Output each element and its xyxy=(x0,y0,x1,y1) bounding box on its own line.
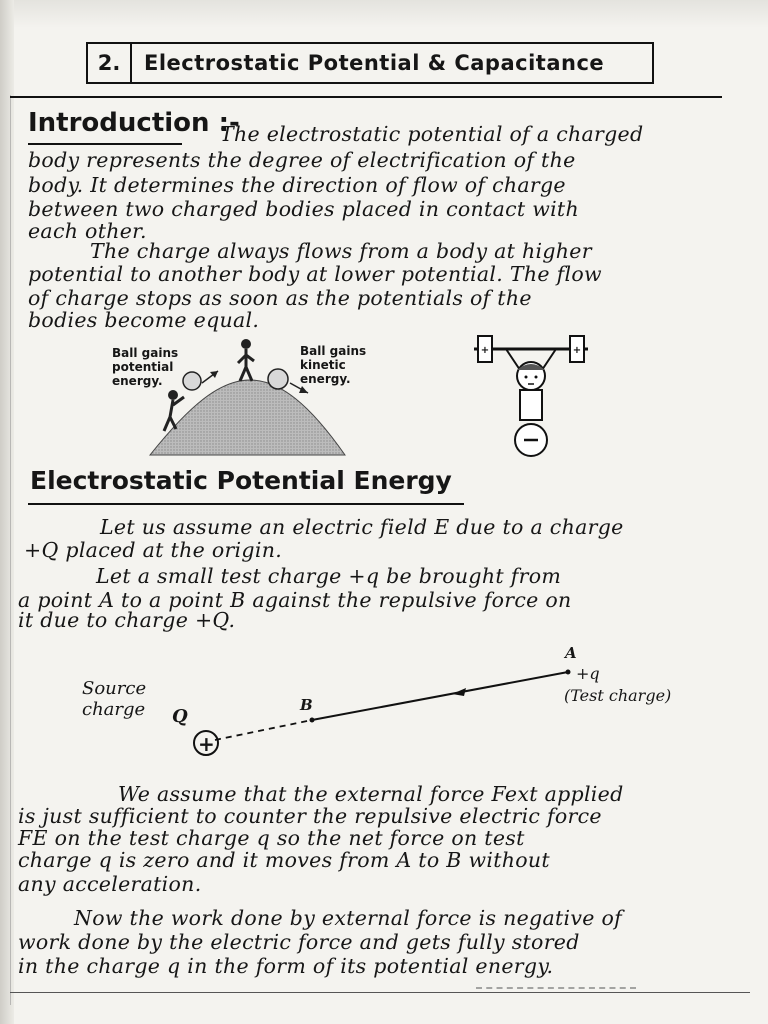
para2-line: FE on the test charge q so the net force on test xyxy=(18,826,525,850)
intro-line: between two charged bodies placed in contact with xyxy=(28,197,579,221)
hill-right-label: Ball gains kinetic energy. xyxy=(300,344,367,386)
intro-line: potential to another body at lower potential. The flow xyxy=(28,262,602,286)
potential-energy-underline xyxy=(28,503,464,505)
para1-line: it due to charge +Q. xyxy=(18,608,236,632)
title-rule xyxy=(10,96,722,98)
A-label: A xyxy=(565,644,577,662)
para1-line: Let us assume an electric field E due to a charge xyxy=(100,515,624,539)
para2-line: any acceleration. xyxy=(18,872,202,896)
charge-path-diagram xyxy=(180,660,580,770)
B-label: B xyxy=(300,696,313,714)
para3-line: in the charge q in the form of its potential energy. xyxy=(18,954,554,978)
source-charge-label: Source charge xyxy=(82,678,147,720)
intro-line: The charge always flows from a body at higher xyxy=(90,239,592,263)
para3-line: Now the work done by external force is negative of xyxy=(74,906,623,930)
intro-line: body. It determines the direction of flow of charge xyxy=(28,173,566,197)
q-label: +q xyxy=(576,664,600,683)
para1-line: a point A to a point B against the repulsive force on xyxy=(18,588,572,612)
margin-line xyxy=(10,95,11,1005)
svg-text:+: + xyxy=(480,345,490,356)
plus-sign: + xyxy=(198,732,215,756)
chapter-number: 2. xyxy=(88,44,132,82)
para3-line: work done by the electric force and gets fully stored xyxy=(18,930,580,954)
chapter-title: Electrostatic Potential & Capacitance xyxy=(144,51,605,75)
weightlifter-illustration xyxy=(466,330,596,460)
hill-illustration xyxy=(140,335,360,460)
svg-text:+: + xyxy=(572,345,582,356)
chapter-title-box xyxy=(86,42,654,84)
para1-line: Let a small test charge +q be brought from xyxy=(96,564,562,588)
para2-line: charge q is zero and it moves from A to B without xyxy=(18,848,550,872)
page-top-shadow xyxy=(0,0,768,28)
para2-line: We assume that the external force Fext applied xyxy=(118,782,624,806)
intro-line: bodies become equal. xyxy=(28,308,260,332)
page-left-shadow xyxy=(0,0,14,1024)
intro-line: body represents the degree of electrification of the xyxy=(28,148,576,172)
Q-label: Q xyxy=(172,706,188,727)
para2-line: is just sufficient to counter the repulsive electric force xyxy=(18,804,602,828)
potential-energy-heading: Electrostatic Potential Energy xyxy=(30,466,452,495)
intro-line: each other. xyxy=(28,219,147,243)
test-charge-label: (Test charge) xyxy=(564,686,672,705)
hill-left-label: Ball gains potential energy. xyxy=(112,346,179,388)
footer-scan-artifact xyxy=(476,987,636,995)
introduction-heading: Introduction :- xyxy=(28,108,240,138)
introduction-underline xyxy=(28,143,182,145)
para1-line: +Q placed at the origin. xyxy=(24,538,283,562)
footer-rule xyxy=(10,992,750,993)
intro-line: of charge stops as soon as the potentials of the xyxy=(28,286,532,310)
intro-line: The electrostatic potential of a charged xyxy=(220,122,644,146)
